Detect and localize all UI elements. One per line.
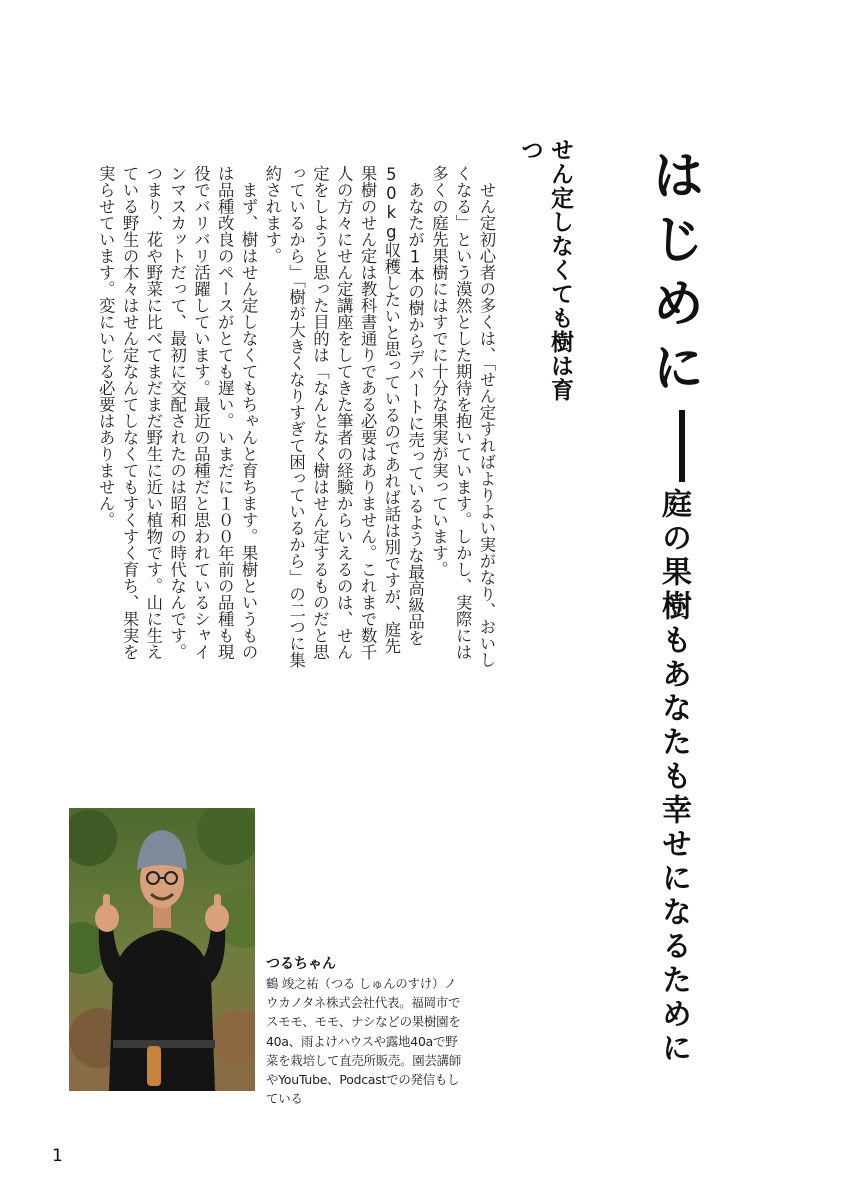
section-heading: せん定しなくても樹は育つ [517, 138, 573, 402]
page-subtitle: 庭の果樹もあなたも幸せになるために [656, 488, 691, 1066]
title-dash [679, 410, 685, 482]
body-paragraph: あなたが1本の樹からデパートに売っているような最高級品を50kg収穫したいと思っているのであれば話は別ですが、庭先果樹のせん定は教科書通りである必要はありません。これまで数千人の方々にせん定講座をしてきた筆者の経験からいえるのは、せん定をしようと思った目的は「なんとなく樹はせん定するものだと思っているから」「樹が大きくなりすぎて困っているから」の二つに集約されます。 [262, 165, 425, 669]
page-number: 1 [52, 1146, 63, 1166]
page-title: はじめに [643, 148, 703, 404]
author-photo [69, 808, 255, 1091]
profile-bio: 鶴 竣之祐（つる しゅんのすけ）ノウカノタネ株式会社代表。福岡市でスモモ、モモ、ナシなどの果樹園を40a、雨よけハウスや露地40aで野菜を栽培して直売所販売。園芸講師やYouTube、Podcastでの発信もしている [266, 976, 462, 1107]
body-text [62, 165, 498, 670]
profile-name: つるちゃん [266, 956, 336, 972]
body-paragraph: せん定初心者の多くは、「せん定すればよりよい実がなり、おいしくなる」という漠然とした期待を抱いています。しかし、実際には多くの庭先果樹にはすでに十分な果実が実っています。 [429, 165, 496, 669]
body-paragraph: まず、樹はせん定しなくてもちゃんと育ちます。果樹というものは品種改良のペースがとても遅い。いまだに１００年前の品種も現役でバリバリ活躍しています。最近の品種だと思われているシャインマスカットだって、最初に交配されたのは昭和の時代なんです。つまり、花や野菜に比べてまだまだ野生に近い植物です。山に生えている野生の木々はせん定なんてしなくてもすくすく育ち、果実を実らせています。変にいじる必要はありません。 [96, 165, 259, 660]
page-title-block [645, 148, 701, 1066]
